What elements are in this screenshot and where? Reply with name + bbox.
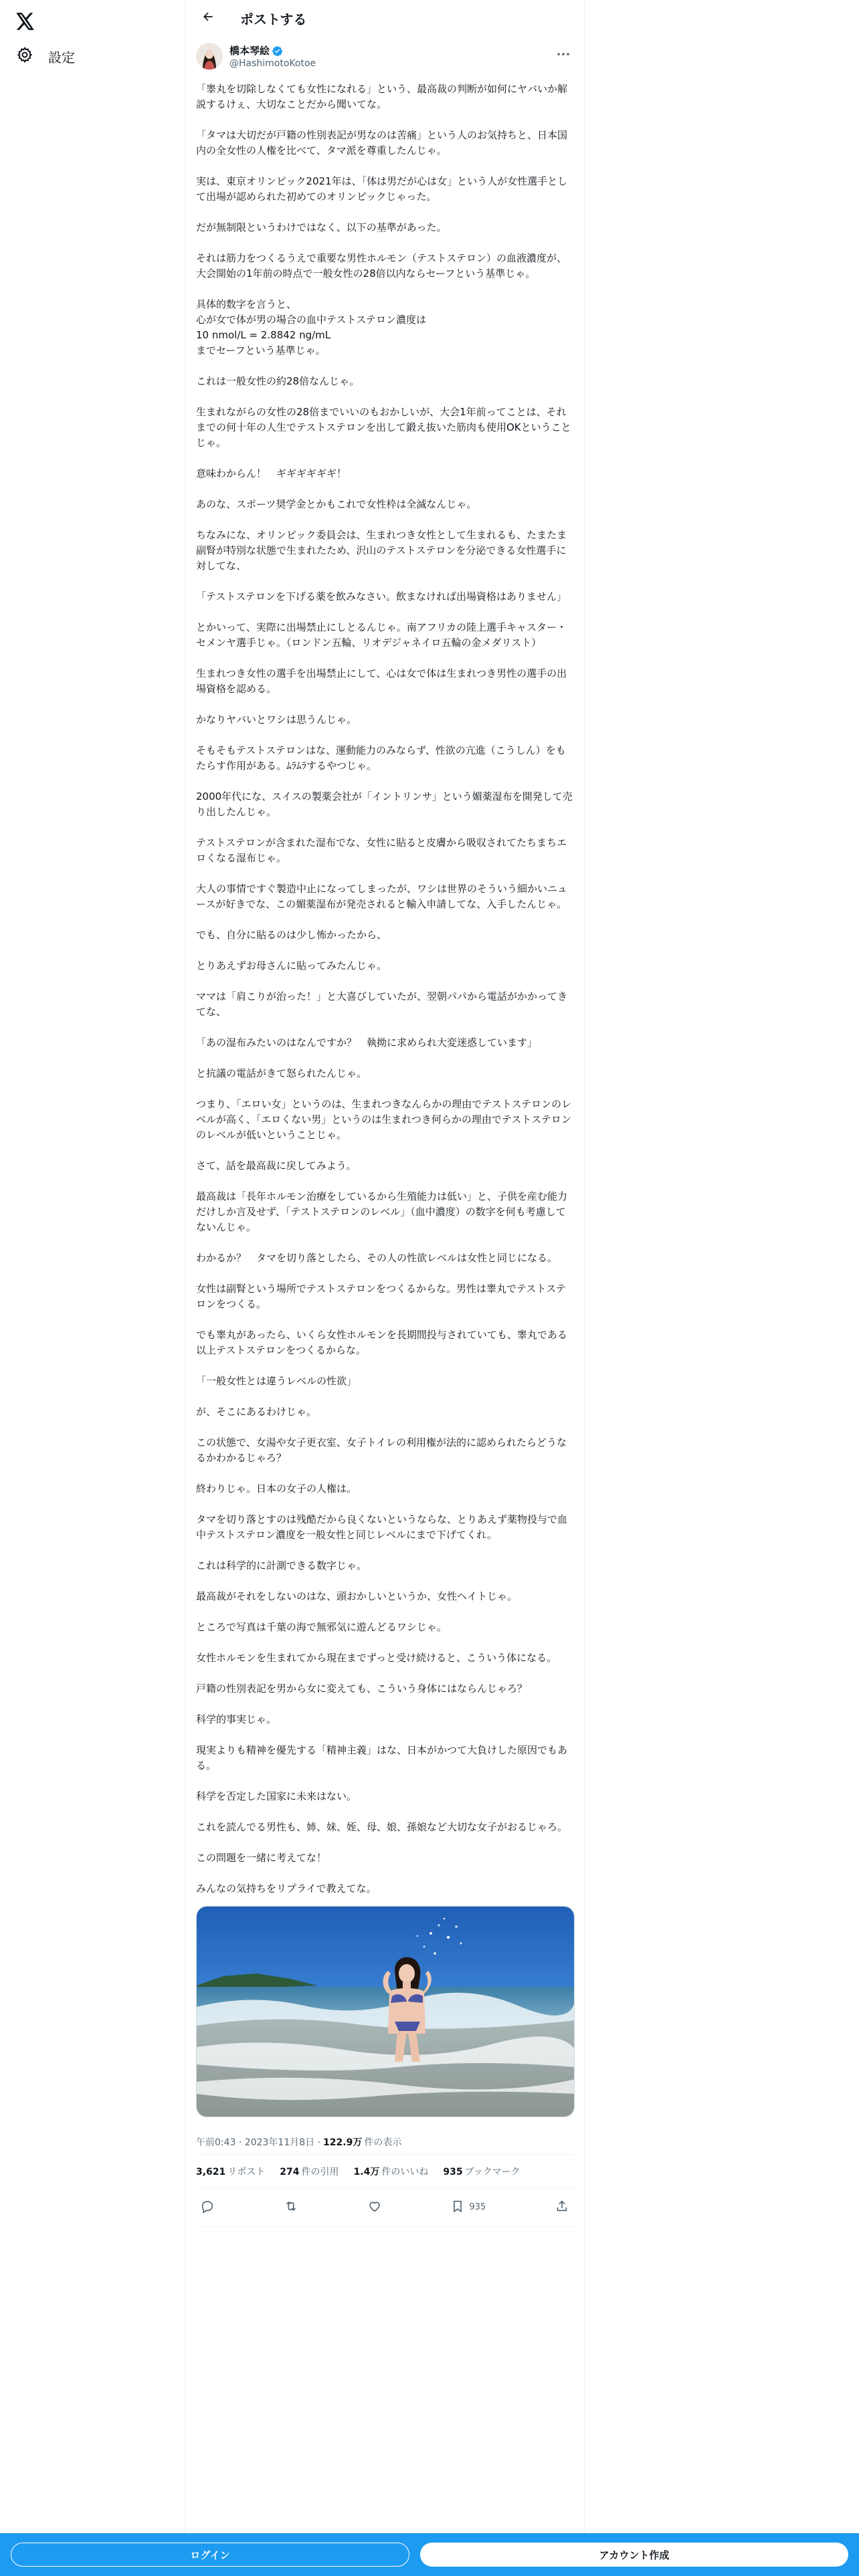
likes-count: 1.4万 — [353, 2166, 380, 2177]
back-button[interactable] — [196, 6, 220, 30]
tweet-meta — [196, 2129, 573, 2155]
login-button[interactable]: ログイン — [11, 2543, 409, 2567]
tweet-paragraph: さて、話を最高裁に戻してみよう。 — [196, 1160, 357, 1172]
tweet-paragraph: ママは「肩こりが治った！」と大喜びしていたが、翌朝パパから電話がかかってきてな、 — [196, 990, 568, 1018]
bottom-bar — [0, 2533, 859, 2576]
bookmarks-count: 935 — [443, 2166, 463, 2177]
tweet-paragraph: 生まれながらの女性の28倍までいいのもおかしいが、大会1年前ってことは、それまでの何十年の人生でテストステロンを出して鍛え抜いた筋肉も使用OKということじゃ。 — [196, 406, 571, 449]
reposts-count: 3,621 — [196, 2166, 226, 2177]
tweet-paragraph: 意味わからん！ ギギギギギギ！ — [196, 467, 347, 479]
author-names — [229, 43, 316, 70]
tweet-paragraph: 女性ホルモンを生まれてから現在までずっと受け続けると、こういう体になる。 — [196, 1652, 557, 1664]
tweet-paragraph: 「タマは大切だが戸籍の性別表記が男なのは苦痛」という人のお気持ちと、日本国内の全女性の人権を比べて、タマ派を尊重したんじゃ。 — [196, 129, 568, 156]
bookmark-icon — [450, 2199, 465, 2216]
main-column — [185, 0, 585, 2576]
tweet-paragraph: この状態で、女湯や女子更衣室、女子トイレの利用権が法的に認められたらどうなるかわかるじゃろ？ — [196, 1436, 567, 1464]
tweet-paragraph: この問題を一緒に考えてな！ — [196, 1852, 327, 1864]
signup-button[interactable]: アカウント作成 — [420, 2543, 848, 2567]
quotes-count: 274 — [280, 2166, 300, 2177]
tweet-paragraph: 「あの湿布みたいのはなんですか？ 執拗に求められ大変迷惑しています」 — [196, 1037, 538, 1049]
quotes-label: 件の引用 — [301, 2166, 339, 2177]
more-button[interactable] — [553, 44, 573, 60]
tweet-paragraph: これは科学的に計測できる数字じゃ。 — [196, 1560, 367, 1572]
tweet-paragraph: ところで写真は千葉の海で無邪気に遊んどるワシじゃ。 — [196, 1621, 447, 1633]
bookmarks-label: ブックマーク — [464, 2166, 520, 2177]
nav-settings-label: 設定 — [48, 49, 75, 66]
verified-badge-icon — [272, 45, 283, 57]
author-handle[interactable]: @HashimotoKotoe — [229, 58, 316, 69]
tweet-paragraph: 具体的数字を言うと、 心が女で体が男の場合の血中テストステロン濃度は 10 nmol/L = 2.8842 ng/mL までセーフという基準じゃ。 — [196, 298, 426, 356]
tweet-stats — [196, 2155, 573, 2188]
reposts-stat[interactable] — [196, 2165, 265, 2178]
reply-icon — [200, 2199, 215, 2216]
tweet-paragraph: 「テストステロンを下げる薬を飲みなさい。飲まなければ出場資格はありません」 — [196, 591, 567, 603]
page-title: ポストする — [240, 11, 307, 27]
more-icon — [557, 46, 570, 59]
tweet-paragraph: 戸籍の性別表記を男から女に変えても、こういう身体にはならんじゃろ？ — [196, 1683, 528, 1695]
tweet-paragraph: 現実よりも精神を優先する「精神主義」はな、日本がかつて大負けした原因でもある。 — [196, 1744, 568, 1772]
tweet-paragraph: 最高裁がそれをしないのはな、頭おかしいというか、女性ヘイトじゃ。 — [196, 1590, 518, 1602]
display-name: 橋本琴絵 — [229, 45, 270, 57]
tweet-paragraph: とりあえずお母さんに貼ってみたんじゃ。 — [196, 960, 387, 972]
tweet-paragraph: かなりヤバいとワシは思うんじゃ。 — [196, 714, 357, 726]
tweet-paragraph: 科学的事実じゃ。 — [196, 1713, 277, 1725]
bookmark-button[interactable] — [450, 2199, 486, 2216]
repost-button[interactable] — [284, 2199, 298, 2216]
back-arrow-icon — [201, 10, 215, 26]
tweet-paragraph: 生まれつき女性の選手を出場禁止にして、心は女で体は生まれつき男性の選手の出場資格を認める。 — [196, 667, 567, 695]
topbar — [185, 0, 584, 36]
tweet-paragraph: でも、自分に貼るのは少し怖かったから、 — [196, 929, 387, 941]
x-logo-icon[interactable] — [15, 11, 36, 32]
tweet-paragraph: みんなの気持ちをリプライで教えてな。 — [196, 1883, 377, 1895]
tweet-paragraph: 実は、東京オリンピック2021年は、「体は男だが心は女」という人が女性選手として出場が認められた初めてのオリンピックじゃった。 — [196, 175, 568, 203]
tweet-paragraph: 2000年代にな、スイスの製薬会社が「イントリンサ」という媚薬湿布を開発して売り出したんじゃ。 — [196, 790, 573, 818]
tweet-paragraph: テストステロンが含まれた湿布でな、女性に貼ると皮膚から吸収されてたちまちエロくなる湿布じゃ。 — [196, 837, 567, 864]
share-icon — [555, 2199, 569, 2216]
tweet-paragraph: それは筋力をつくるうえで重要な男性ホルモン（テストステロン）の血液濃度が、大会開始の1年前の時点で一般女性の28倍以内ならセーフという基準じゃ。 — [196, 252, 567, 280]
likes-label: 件のいいね — [381, 2166, 429, 2177]
left-nav — [0, 0, 185, 2576]
tweet-author — [196, 43, 573, 78]
tweet-photo[interactable] — [196, 1906, 575, 2117]
tweet — [185, 36, 584, 2227]
avatar[interactable] — [196, 43, 223, 70]
tweet-paragraph: 最高裁は「長年ホルモン治療をしているから生殖能力は低い」と、子供を産む能力だけしか言及せず、「テストステロンのレベル」（血中濃度）の数字を何も考慮してないんじゃ。 — [196, 1190, 568, 1233]
bookmarks-stat[interactable] — [443, 2165, 520, 2178]
share-button[interactable] — [555, 2199, 569, 2216]
tweet-paragraph: と抗議の電話がきて怒られたんじゃ。 — [196, 1067, 367, 1079]
tweet-paragraph: そもそもテストステロンはな、運動能力のみならず、性欲の亢進（こうしん）をもたらす作用がある。ﾑﾗﾑﾗするやつじゃ。 — [196, 744, 566, 772]
nav-settings[interactable] — [9, 41, 82, 71]
tweet-actions — [196, 2188, 573, 2227]
tweet-paragraph: ちなみにな、オリンピック委員会は、生まれつき女性として生まれるも、たまたま副腎が特別な状態で生まれたため、沢山のテストステロンを分泌できる女性選手に対してな、 — [196, 529, 567, 572]
tweet-paragraph: これを読んでる男性も、姉、妹、姪、母、娘、孫娘など大切な女子がおるじゃろ。 — [196, 1821, 568, 1833]
beach-photo-image — [197, 1907, 575, 2117]
tweet-paragraph: 大人の事情ですぐ製造中止になってしまったが、ワシは世界のそういう細かいニュースが好きでな、この媚薬湿布が発売されると輸入申請してな、入手したんじゃ。 — [196, 883, 568, 910]
likes-stat[interactable] — [354, 2165, 429, 2178]
bookmark-count: 935 — [469, 2202, 486, 2212]
display-name-row[interactable] — [229, 44, 316, 58]
tweet-paragraph: 「睾丸を切除しなくても女性になれる」という、最高裁の判断が如何にヤバいか解説するけぇ、大切なことだから聞いてな。 — [196, 83, 568, 110]
views-count: 122.9万 — [323, 2137, 363, 2148]
like-button[interactable] — [367, 2199, 382, 2216]
tweet-paragraph: タマを切り落とすのは残酷だから良くないというならな、とりあえず薬物投与で血中テストステロン濃度を一般女性と同じレベルにまで下げてくれ。 — [196, 1513, 568, 1541]
tweet-paragraph: これは一般女性の約28倍なんじゃ。 — [196, 375, 360, 387]
tweet-body — [196, 82, 573, 1897]
reply-button[interactable] — [200, 2199, 215, 2216]
tweet-paragraph: でも睾丸があったら、いくら女性ホルモンを長期間投与されていても、睾丸である以上テストステロンをつくるからな。 — [196, 1329, 567, 1356]
reposts-label: リポスト — [227, 2166, 266, 2177]
repost-icon — [284, 2199, 298, 2216]
like-icon — [367, 2199, 382, 2216]
gear-icon — [16, 46, 33, 66]
tweet-paragraph: つまり、「エロい女」というのは、生まれつきなんらかの理由でテストステロンのレベルが高く、「エロくない男」というのは生まれつき何らかの理由でテストステロンのレベルが低いということじゃ。 — [196, 1098, 572, 1141]
tweet-paragraph: 科学を否定した国家に未来はない。 — [196, 1790, 357, 1802]
tweet-paragraph: あのな、スポーツ奨学金とかもこれで女性枠は全滅なんじゃ。 — [196, 498, 477, 510]
tweet-paragraph: 「一般女性とは違うレベルの性欲」 — [196, 1375, 357, 1387]
tweet-timestamp[interactable]: 午前0:43 · 2023年11月8日 · — [196, 2137, 321, 2148]
tweet-paragraph: わかるか？ タマを切り落としたら、その人の性欲レベルは女性と同じになる。 — [196, 1252, 558, 1264]
tweet-paragraph: 女性は副腎という場所でテストステロンをつくるからな。男性は睾丸でテストステロンをつくる。 — [196, 1283, 566, 1310]
views-label: 件の表示 — [364, 2137, 402, 2148]
tweet-paragraph: とかいって、実際に出場禁止にしとるんじゃ。南アフリカの陸上選手キャスター・セメンヤ選手じゃ。（ロンドン五輪、リオデジャネイロ五輪の金メダリスト） — [196, 621, 567, 649]
quotes-stat[interactable] — [280, 2165, 339, 2178]
tweet-paragraph: だが無制限というわけではなく、以下の基準があった。 — [196, 221, 447, 233]
tweet-paragraph: 終わりじゃ。日本の女子の人権は。 — [196, 1483, 357, 1495]
tweet-paragraph: が、そこにあるわけじゃ。 — [196, 1406, 317, 1418]
